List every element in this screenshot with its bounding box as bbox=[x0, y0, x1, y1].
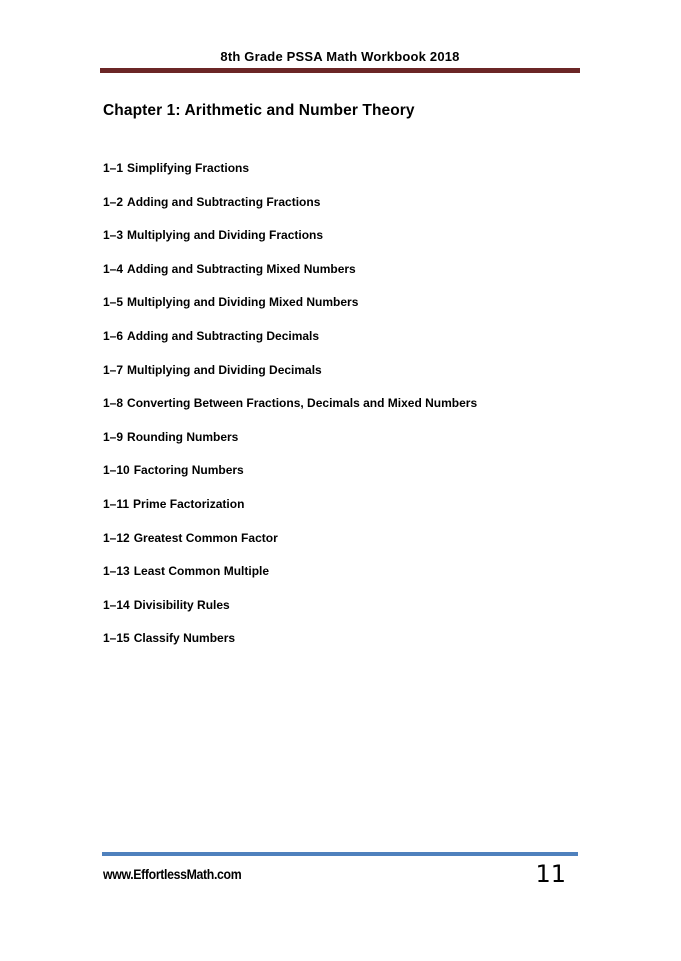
toc-item-number: 1–12 bbox=[103, 530, 130, 545]
toc-item-label: Rounding Numbers bbox=[127, 429, 239, 444]
toc-item-number: 1–5 bbox=[103, 295, 124, 310]
toc-item bbox=[103, 530, 477, 564]
toc-item-number: 1–4 bbox=[103, 261, 124, 276]
toc-item bbox=[103, 160, 477, 194]
toc-item-label: Prime Factorization bbox=[133, 496, 245, 511]
toc-item-label: Adding and Subtracting Decimals bbox=[127, 328, 320, 343]
toc-item-number: 1–10 bbox=[103, 463, 130, 478]
toc-item-number: 1–3 bbox=[103, 228, 124, 243]
toc-item-number: 1–13 bbox=[103, 564, 130, 579]
toc-item-number: 1–14 bbox=[103, 597, 130, 612]
toc-item bbox=[103, 630, 477, 664]
toc-item-label: Adding and Subtracting Mixed Numbers bbox=[127, 261, 356, 276]
toc-item bbox=[103, 429, 477, 463]
toc-item-label: Divisibility Rules bbox=[133, 597, 230, 612]
toc-item-label: Least Common Multiple bbox=[133, 564, 270, 579]
toc-item-number: 1–6 bbox=[103, 328, 124, 343]
table-of-contents bbox=[103, 160, 477, 664]
toc-item-number: 1–15 bbox=[103, 631, 130, 646]
toc-item-number: 1–1 bbox=[103, 161, 124, 175]
toc-item-number: 1–9 bbox=[103, 429, 124, 444]
toc-item bbox=[103, 462, 477, 496]
toc-item bbox=[103, 563, 477, 597]
toc-item bbox=[103, 294, 477, 328]
toc-item bbox=[103, 496, 477, 530]
toc-item bbox=[103, 227, 477, 261]
toc-item-number: 1–7 bbox=[103, 362, 124, 377]
toc-item bbox=[103, 261, 477, 295]
toc-item-label: Multiplying and Dividing Decimals bbox=[127, 362, 322, 377]
header-divider bbox=[100, 68, 580, 73]
toc-item-label: Adding and Subtracting Fractions bbox=[127, 194, 321, 209]
toc-item-label: Converting Between Fractions, Decimals and Mixed Numbers bbox=[127, 396, 478, 411]
footer-website: www.EffortlessMath.com bbox=[103, 866, 242, 882]
toc-item-number: 1–2 bbox=[103, 194, 124, 209]
toc-item-label: Multiplying and Dividing Fractions bbox=[127, 228, 324, 243]
toc-item bbox=[103, 362, 477, 396]
toc-item bbox=[103, 395, 477, 429]
toc-item-label: Greatest Common Factor bbox=[133, 530, 278, 545]
toc-item-label: Factoring Numbers bbox=[133, 463, 244, 478]
chapter-title: Chapter 1: Arithmetic and Number Theory bbox=[103, 102, 415, 119]
toc-item-number: 1–8 bbox=[103, 396, 124, 411]
page-number: 11 bbox=[535, 860, 566, 888]
toc-item-label: Simplifying Fractions bbox=[127, 161, 250, 175]
toc-item bbox=[103, 597, 477, 631]
toc-item bbox=[103, 194, 477, 228]
running-header-title: 8th Grade PSSA Math Workbook 2018 bbox=[220, 49, 460, 64]
toc-item-number: 1–11 bbox=[103, 496, 130, 511]
toc-item-label: Multiplying and Dividing Mixed Numbers bbox=[127, 295, 359, 310]
footer-divider bbox=[102, 852, 578, 856]
toc-item-label: Classify Numbers bbox=[133, 631, 236, 646]
toc-item bbox=[103, 328, 477, 362]
